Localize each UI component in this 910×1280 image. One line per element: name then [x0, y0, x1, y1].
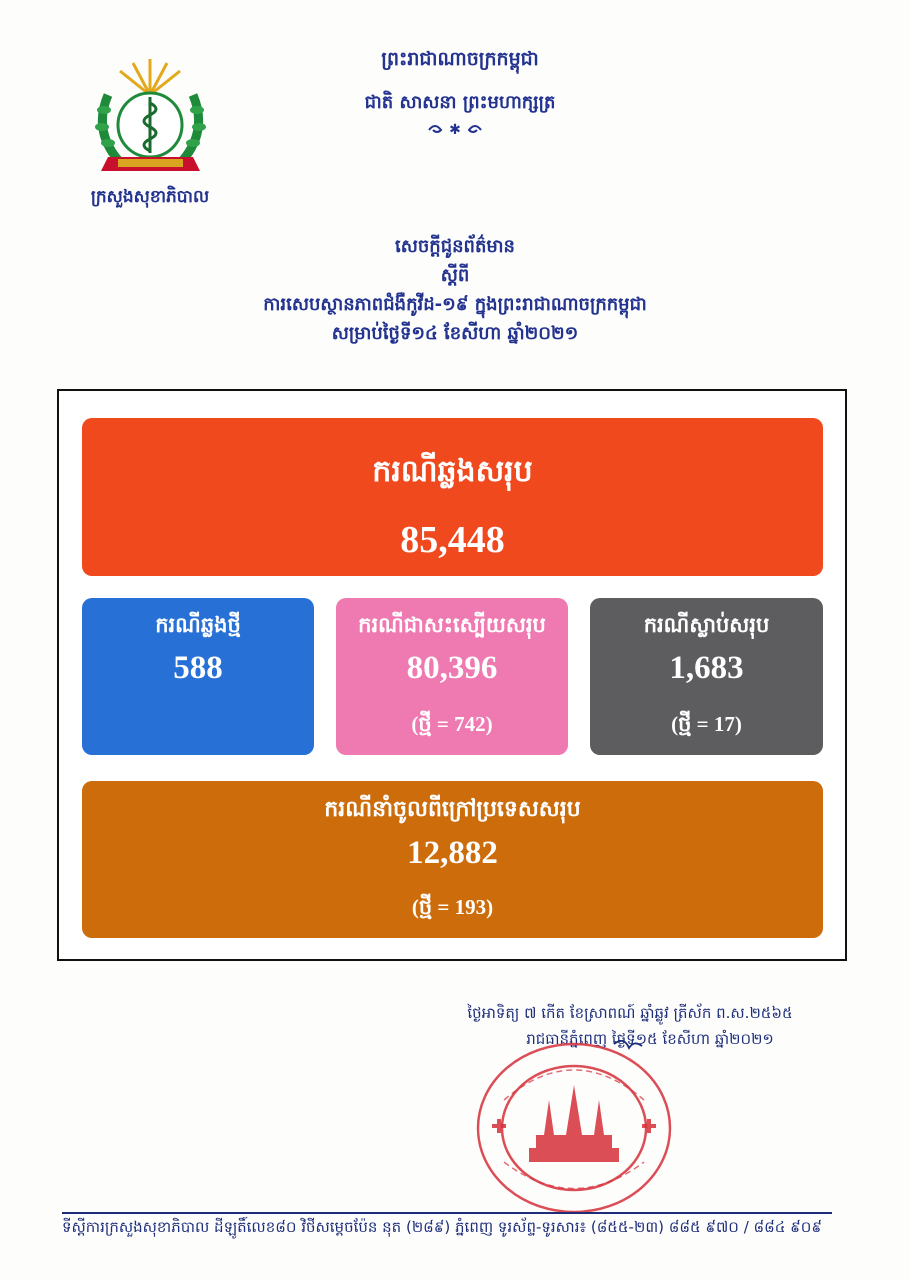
- official-seal-stamp: [474, 1040, 674, 1215]
- deaths-card: [590, 598, 823, 755]
- lunar-date: ថ្ងៃអាទិត្យ ៧ កើត ខែស្រាពណ៍ ឆ្នាំឆ្លូវ ត្រីស័ក ព.ស.២៥៦៥: [467, 1004, 793, 1022]
- solar-date: រាជធានីភ្នំពេញ ថ្ងៃទី១៥ ខែសីហា ឆ្នាំ២០២១: [526, 1030, 774, 1048]
- new-cases-card: [82, 598, 314, 755]
- svg-text:✱: ✱: [449, 122, 461, 138]
- footer-divider: [62, 1212, 832, 1214]
- total-cases-card: [82, 418, 823, 576]
- imported-label: ករណីនាំចូលពីក្រៅប្រទេសសរុប: [324, 797, 581, 822]
- deaths-new: (ថ្មី = 17): [671, 712, 742, 736]
- imported-value: 12,882: [407, 835, 498, 871]
- divider-ornament-icon: [425, 118, 485, 140]
- title-line-1: សេចក្តីជូនព័ត៌មាន: [395, 236, 515, 257]
- new-cases-label: ករណីឆ្លងថ្មី: [155, 613, 241, 637]
- total-cases-label: ករណីឆ្លងសរុប: [372, 454, 533, 489]
- recovered-value: 80,396: [406, 650, 498, 686]
- title-line-2: ស្តីពី: [440, 265, 470, 286]
- imported-new: (ថ្មី = 193): [411, 895, 494, 919]
- deaths-value: 1,683: [669, 650, 744, 686]
- recovered-label: ករណីជាសះស្បើយសរុប: [358, 613, 546, 637]
- title-line-3: ការសេបស្ថានភាពជំងឺកូវីដ-១៩ ក្នុងព្រះរាជាណាចក្រកម្ពុជា: [263, 294, 647, 315]
- footer-address: ទីស្តីការក្រសួងសុខាភិបាល ដីឡូតិ៍លេខ៨០ វិថីសម្តេចប៉ែន នុត (២៨៩) ភ្នំពេញ ទូរស័ព្ទ-ទូរសារ៖ (៨៥៥-២៣) ៨៨៥ ៩៧០ / ៨៨៤ ៩០៩: [62, 1218, 823, 1236]
- ministry-logo-icon: [88, 55, 213, 185]
- deaths-label: ករណីស្លាប់សរុប: [643, 613, 770, 637]
- recovered-new: (ថ្មី = 742): [411, 712, 493, 736]
- imported-cases-card: [82, 781, 823, 938]
- new-cases-value: 588: [173, 650, 223, 686]
- national-motto: ជាតិ សាសនា ព្រះមហាក្សត្រ: [364, 92, 556, 113]
- kingdom-title: ព្រះរាជាណាចក្រកម្ពុជា: [381, 48, 539, 70]
- title-line-4: សម្រាប់ថ្ងៃទី១៤ ខែសីហា ឆ្នាំ២០២១: [331, 323, 579, 344]
- total-cases-value: 85,448: [400, 519, 505, 561]
- recovered-card: [336, 598, 568, 755]
- ministry-name: ក្រសួងសុខាភិបាល: [90, 187, 210, 207]
- announcement-title: [150, 232, 760, 348]
